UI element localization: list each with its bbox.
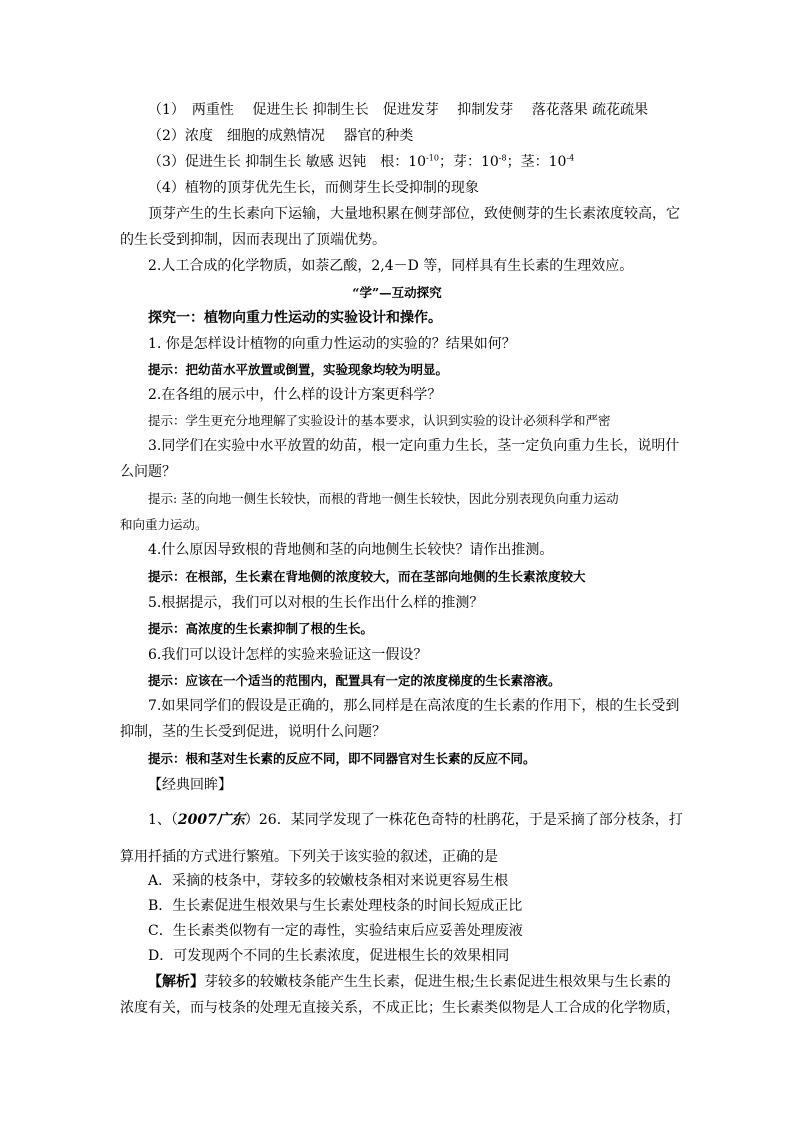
hint-5: 提示：高浓度的生长素抑制了根的生长。	[148, 621, 374, 636]
question-2: 2.在各组的展示中，什么样的设计方案更科学？	[148, 387, 442, 403]
question-5: 5.根据提示，我们可以对根的生长作出什么样的推测？	[148, 595, 484, 611]
section-title: “学”—互动探究	[352, 285, 442, 300]
hint-1: 提示：把幼苗水平放置或倒置，实验现象均较为明显。	[148, 362, 449, 377]
hint-2: 提示：学生更充分地理解了实验设计的基本要求，认识到实验的设计必须科学和严密	[148, 413, 611, 428]
paragraph-1-line-1: 顶芽产生的生长素向下运输，大量地积累在侧芽部位，致使侧芽的生长素浓度较高，它	[148, 206, 680, 222]
question-7-line-2: 抑制，茎的生长受到促进，说明什么问题？	[120, 724, 386, 740]
option-b: B．生长素促进生根效果与生长素处理枝条的时间长短成正比	[148, 898, 523, 914]
answer-1: （1） 两重性 促进生长 抑制生长 促进发芽 抑制发芽 落花落果 疏花疏果	[148, 102, 649, 118]
question-3-line-2: 么问题？	[120, 464, 176, 480]
question-6: 6.我们可以设计怎样的实验来验证这一假设？	[148, 647, 428, 663]
answer-3: （3）促进生长 抑制生长 敏感 迟钝 根：$10^{-10}$；芽：$10^{-8}$；茎：$10^{-4}$	[148, 153, 575, 170]
answer-2: （2）浓度 细胞的成熟情况 器官的种类	[148, 128, 414, 144]
question-7-line-1: 7.如果同学们的假设是正确的，那么同样是在高浓度的生长素的作用下，根的生长受到	[148, 698, 680, 714]
hint-4: 提示：在根部，生长素在背地侧的浓度较大，而在茎部向地侧的生长素浓度较大	[148, 569, 586, 584]
analysis-line-2: 浓度有关，而与枝条的处理无直接关系，不成正比；生长素类似物是人工合成的化学物质，	[120, 1000, 680, 1016]
question-4: 4.什么原因导致根的背地侧和茎的向地侧生长较快？请作出推测。	[148, 542, 554, 558]
exam-question-line-2: 算用扦插的方式进行繁殖。下列关于该实验的叙述，正确的是	[120, 849, 498, 865]
option-c: C．生长素类似物有一定的毒性，实验结束后应妥善处理废液	[148, 923, 523, 939]
hint-3-line-1: 提示: 茎的向地一侧生长较快，而根的背地一侧生长较快，因此分别表现负向重力运动	[148, 491, 619, 506]
hint-6: 提示：应该在一个适当的范围内，配置具有一定的浓度梯度的生长素溶液。	[148, 673, 561, 688]
hint-3-line-2: 和向重力运动。	[120, 517, 208, 532]
question-1: 1. 你是怎样设计植物的向重力性运动的实验的？结果如何？	[148, 336, 516, 352]
classic-review-header: 【经典回眸】	[148, 777, 232, 793]
paragraph-2: 2.人工合成的化学物质，如萘乙酸，2,4－D 等，同样具有生长素的生理效应。	[148, 258, 634, 274]
exam-source: 2007广东	[177, 812, 245, 828]
option-d: D．可发现两个不同的生长素浓度，促进根生长的效果相同	[148, 948, 510, 964]
question-3-line-1: 3.同学们在实验中水平放置的幼苗，根一定向重力生长，茎一定负向重力生长，说明什	[148, 438, 680, 454]
answer-4: （4）植物的顶芽优先生长，而侧芽生长受抑制的现象	[148, 180, 479, 196]
exam-question-line-1: 1、（2007广东）26．某同学发现了一株花色奇特的杜鹃花，于是采摘了部分枝条，打	[148, 812, 683, 828]
hint-7: 提示：根和茎对生长素的反应不同，即不同器官对生长素的反应不同。	[148, 751, 536, 766]
option-a: A．采摘的枝条中，芽较多的较嫩枝条相对来说更容易生根	[148, 873, 509, 889]
paragraph-1-line-2: 的生长受到抑制，因而表现出了顶端优势。	[120, 232, 386, 248]
analysis-tag: 【解析】	[148, 974, 204, 990]
inquiry-title: 探究一：植物向重力性运动的实验设计和操作。	[148, 310, 442, 326]
analysis-line-1: 【解析】芽较多的较嫩枝条能产生生长素，促进生根;生长素促进生根效果与生长素的	[148, 974, 671, 990]
